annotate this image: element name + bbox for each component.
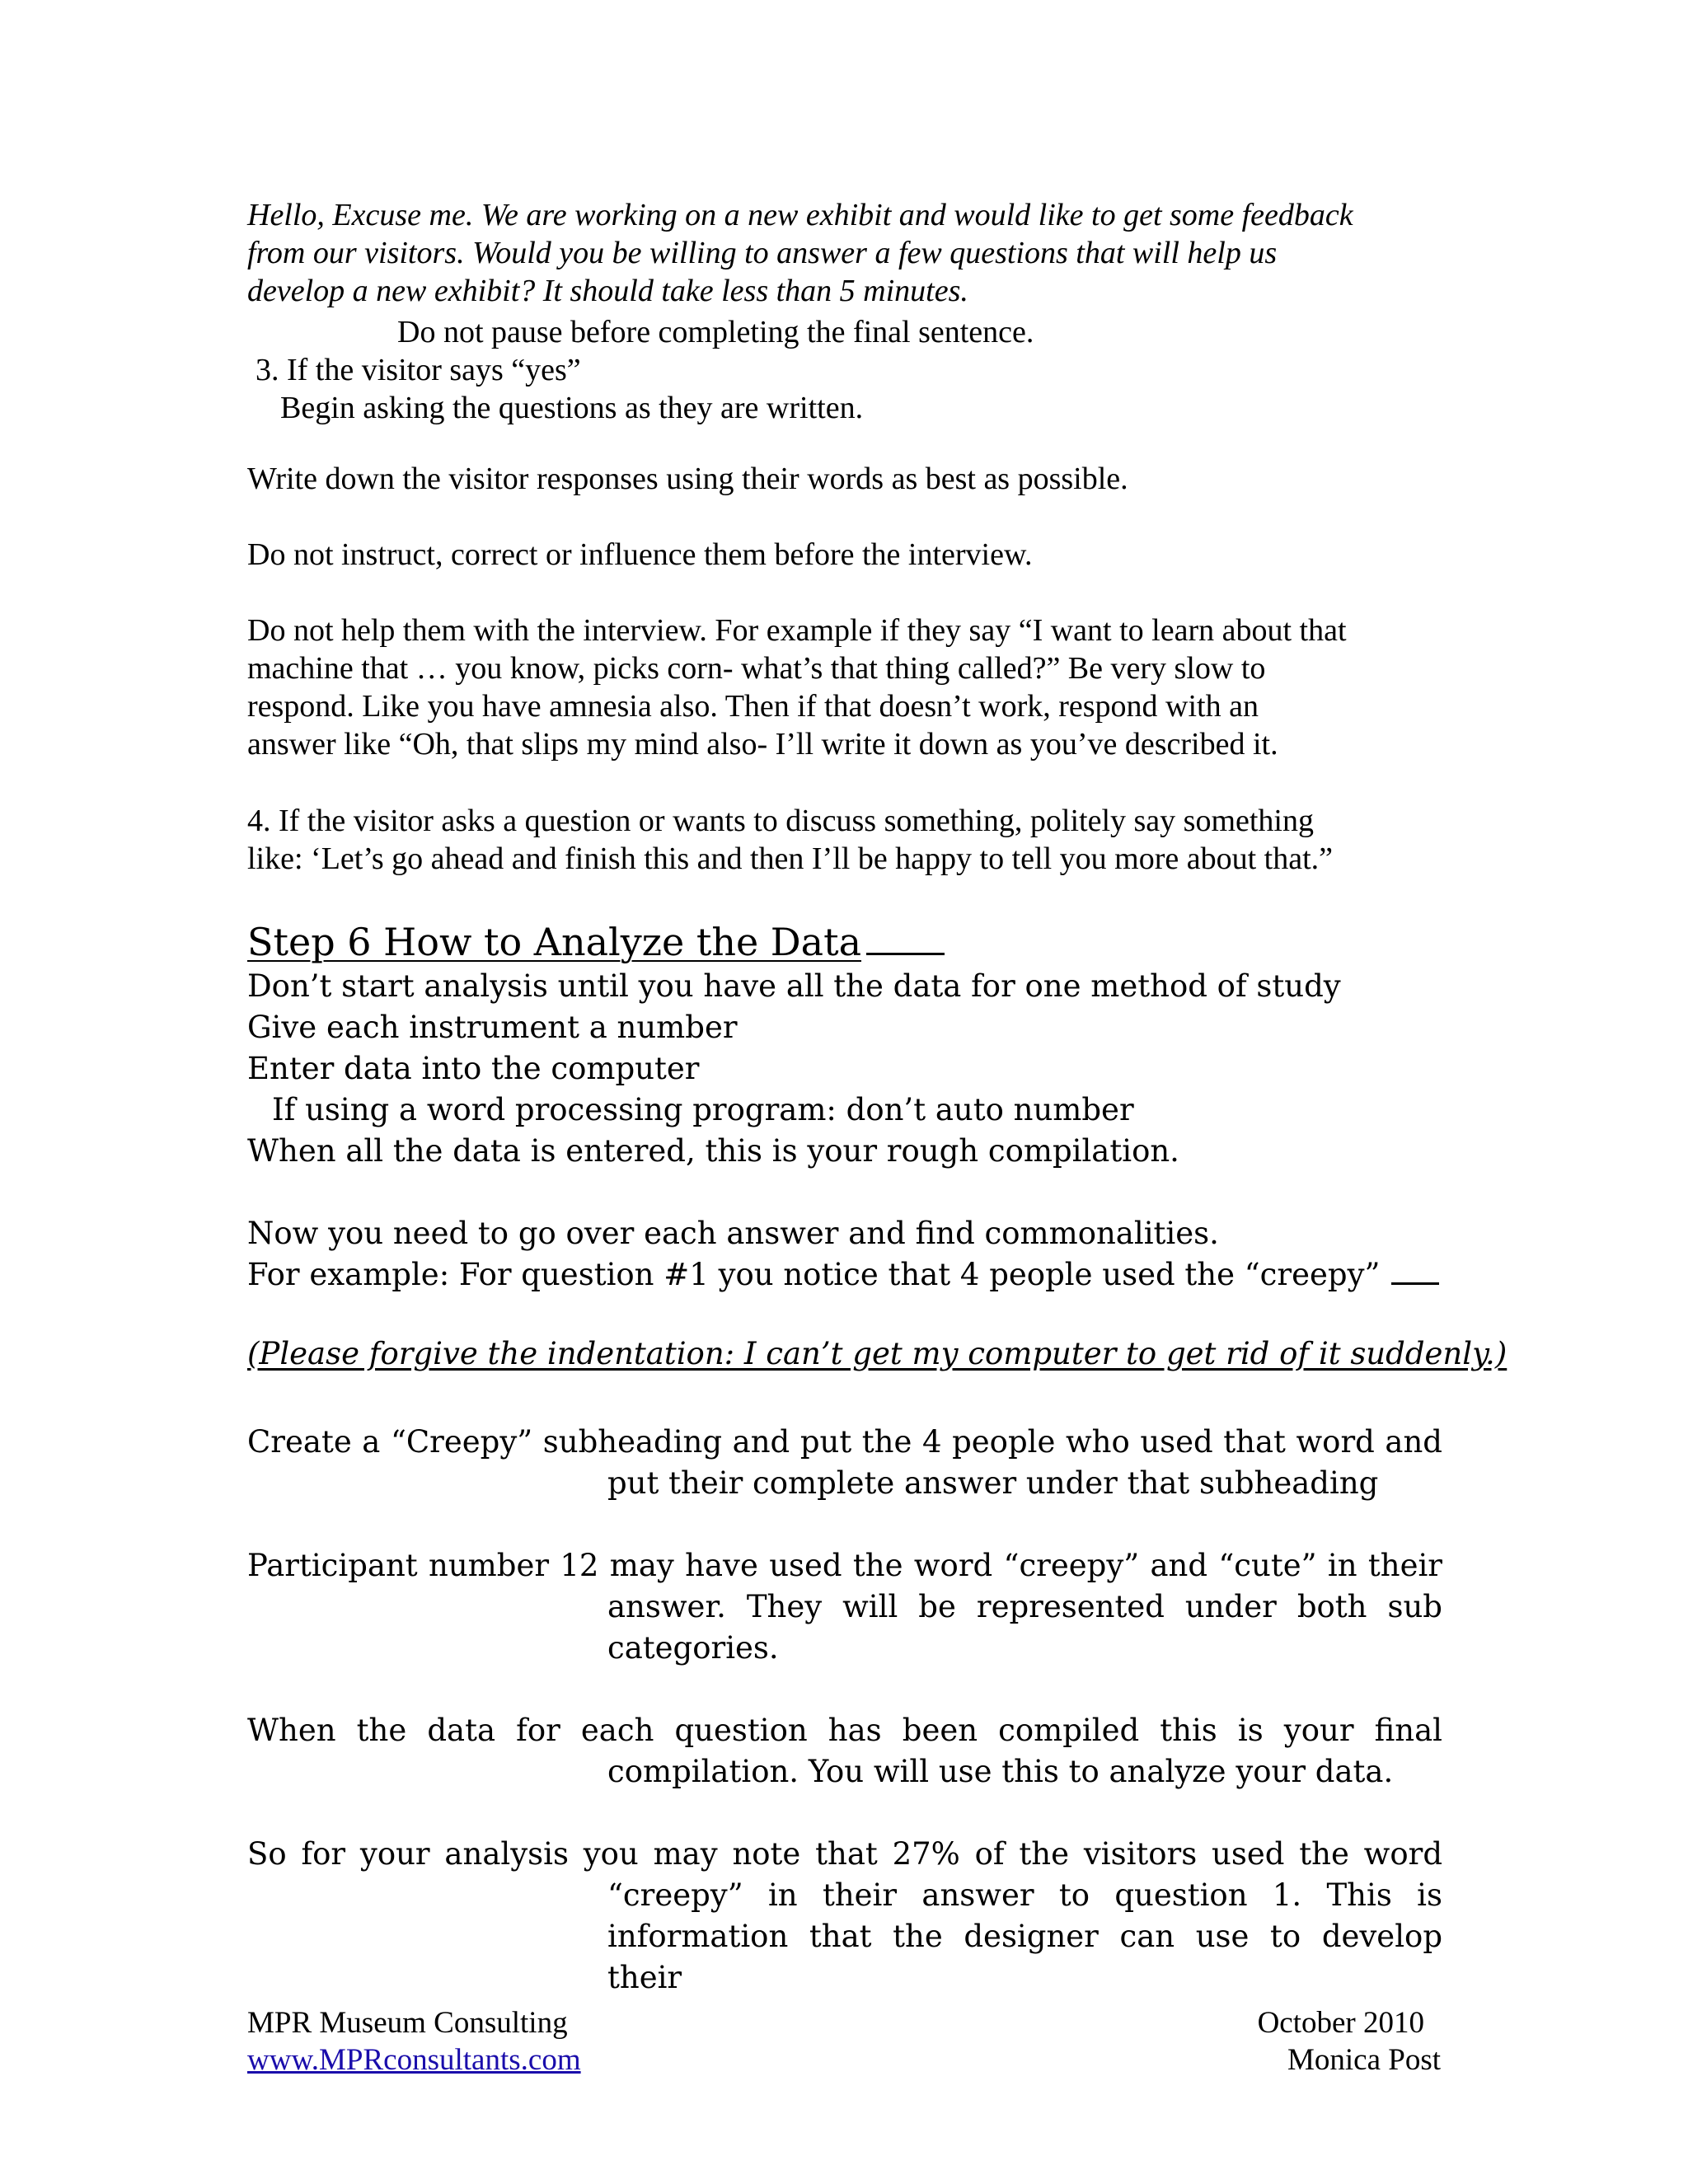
footer-company: MPR Museum Consulting	[247, 2006, 568, 2040]
footer-right	[1258, 2004, 1441, 2079]
step4-line: like: ‘Let’s go ahead and finish this and then I’ll be happy to tell you more about that.”	[247, 841, 1333, 876]
final-first-line: When the data for each question has been compiled this is your final	[247, 1713, 1442, 1748]
final-compilation-paragraph	[247, 1710, 1442, 1793]
participant-paragraph	[247, 1545, 1442, 1669]
step6-list	[247, 966, 1442, 1172]
analysis-mid-line: “creepy” in their answer to question 1. This is	[607, 1877, 1442, 1913]
do-not-help-line: respond. Like you have amnesia also. Then if that doesn’t work, respond with an	[247, 689, 1259, 724]
creepy-first-line: Create a “Creepy” subheading and put the 4 people who used that word and	[247, 1424, 1442, 1460]
pause-note-text: Do not pause before completing the final sentence.	[397, 315, 1034, 349]
heading-underline-rule	[866, 952, 945, 955]
step3-detail-text: Begin asking the questions as they are written.	[280, 391, 864, 425]
do-not-help-line: Do not help them with the interview. For example if they say “I want to learn about that	[247, 613, 1347, 648]
do-not-help-line: machine that … you know, picks corn- what’s that thing called?” Be very slow to	[247, 651, 1266, 686]
do-not-help-paragraph	[247, 612, 1442, 763]
forgive-note-text: (Please forgive the indentation: I can’t get my computer to get rid of it suddenly.)	[247, 1336, 1507, 1371]
write-down-text: Write down the visitor responses using their words as best as possible.	[247, 462, 1128, 496]
footer-left	[247, 2004, 581, 2079]
footer-date: October 2010	[1257, 2006, 1424, 2040]
creepy-paragraph	[247, 1422, 1442, 1504]
intro-line: Hello, Excuse me. We are working on a new exhibit and would like to get some feedback	[247, 198, 1353, 232]
example-text: For example: For question #1 you notice that 4 people used the “creepy”	[247, 1257, 1381, 1292]
example-line	[247, 1254, 1442, 1296]
step3-detail	[280, 389, 1475, 427]
analysis-last-line: information that the designer can use to develop their	[607, 1919, 1442, 1995]
step6-line: If using a word processing program: don’t auto number	[272, 1092, 1134, 1127]
step4-paragraph	[247, 802, 1442, 878]
participant-mid-line: answer. They will be represented under both sub	[607, 1589, 1442, 1624]
pause-note	[397, 313, 1592, 351]
final-rest-line: compilation. You will use this to analyze your data.	[607, 1754, 1394, 1789]
blank-underline	[1391, 1282, 1439, 1285]
participant-last-line: categories.	[607, 1630, 779, 1666]
step6-line: Give each instrument a number	[247, 1010, 738, 1045]
commonalities-text: Now you need to go over each answer and find commonalities.	[247, 1216, 1219, 1251]
intro-paragraph	[247, 196, 1442, 310]
footer-author: Monica Post	[1287, 2043, 1441, 2077]
analysis-paragraph	[247, 1834, 1442, 1999]
commonalities-paragraph	[247, 1213, 1442, 1296]
step3-label-text: 3. If the visitor says “yes”	[256, 353, 581, 387]
step4-line: 4. If the visitor asks a question or wants to discuss something, politely say something	[247, 804, 1314, 838]
do-not-instruct-text: Do not instruct, correct or influence them before the interview.	[247, 537, 1033, 572]
do-not-help-line: answer like “Oh, that slips my mind also- I’ll write it down as you’ve described it.	[247, 727, 1278, 762]
footer-website-link[interactable]: www.MPRconsultants.com	[247, 2043, 581, 2077]
step6-heading	[247, 919, 1442, 965]
participant-first-line: Participant number 12 may have used the word “creepy” and “cute” in their	[247, 1548, 1442, 1583]
step6-line: Enter data into the computer	[247, 1051, 700, 1086]
intro-line: from our visitors. Would you be willing to answer a few questions that will help us	[247, 236, 1278, 270]
creepy-rest-line: put their complete answer under that subheading	[607, 1465, 1379, 1501]
step6-heading-text: Step 6 How to Analyze the Data	[247, 920, 862, 964]
step6-line: Don’t start analysis until you have all the data for one method of study	[247, 968, 1341, 1004]
step6-line: When all the data is entered, this is your rough compilation.	[247, 1133, 1179, 1169]
do-not-instruct-paragraph	[247, 536, 1442, 574]
intro-line: develop a new exhibit? It should take less than 5 minutes.	[247, 274, 968, 308]
forgive-note	[247, 1335, 1507, 1373]
analysis-first-line: So for your analysis you may note that 27% of the visitors used the word	[247, 1836, 1442, 1872]
step3-label	[256, 351, 1451, 389]
write-down-paragraph	[247, 460, 1442, 498]
